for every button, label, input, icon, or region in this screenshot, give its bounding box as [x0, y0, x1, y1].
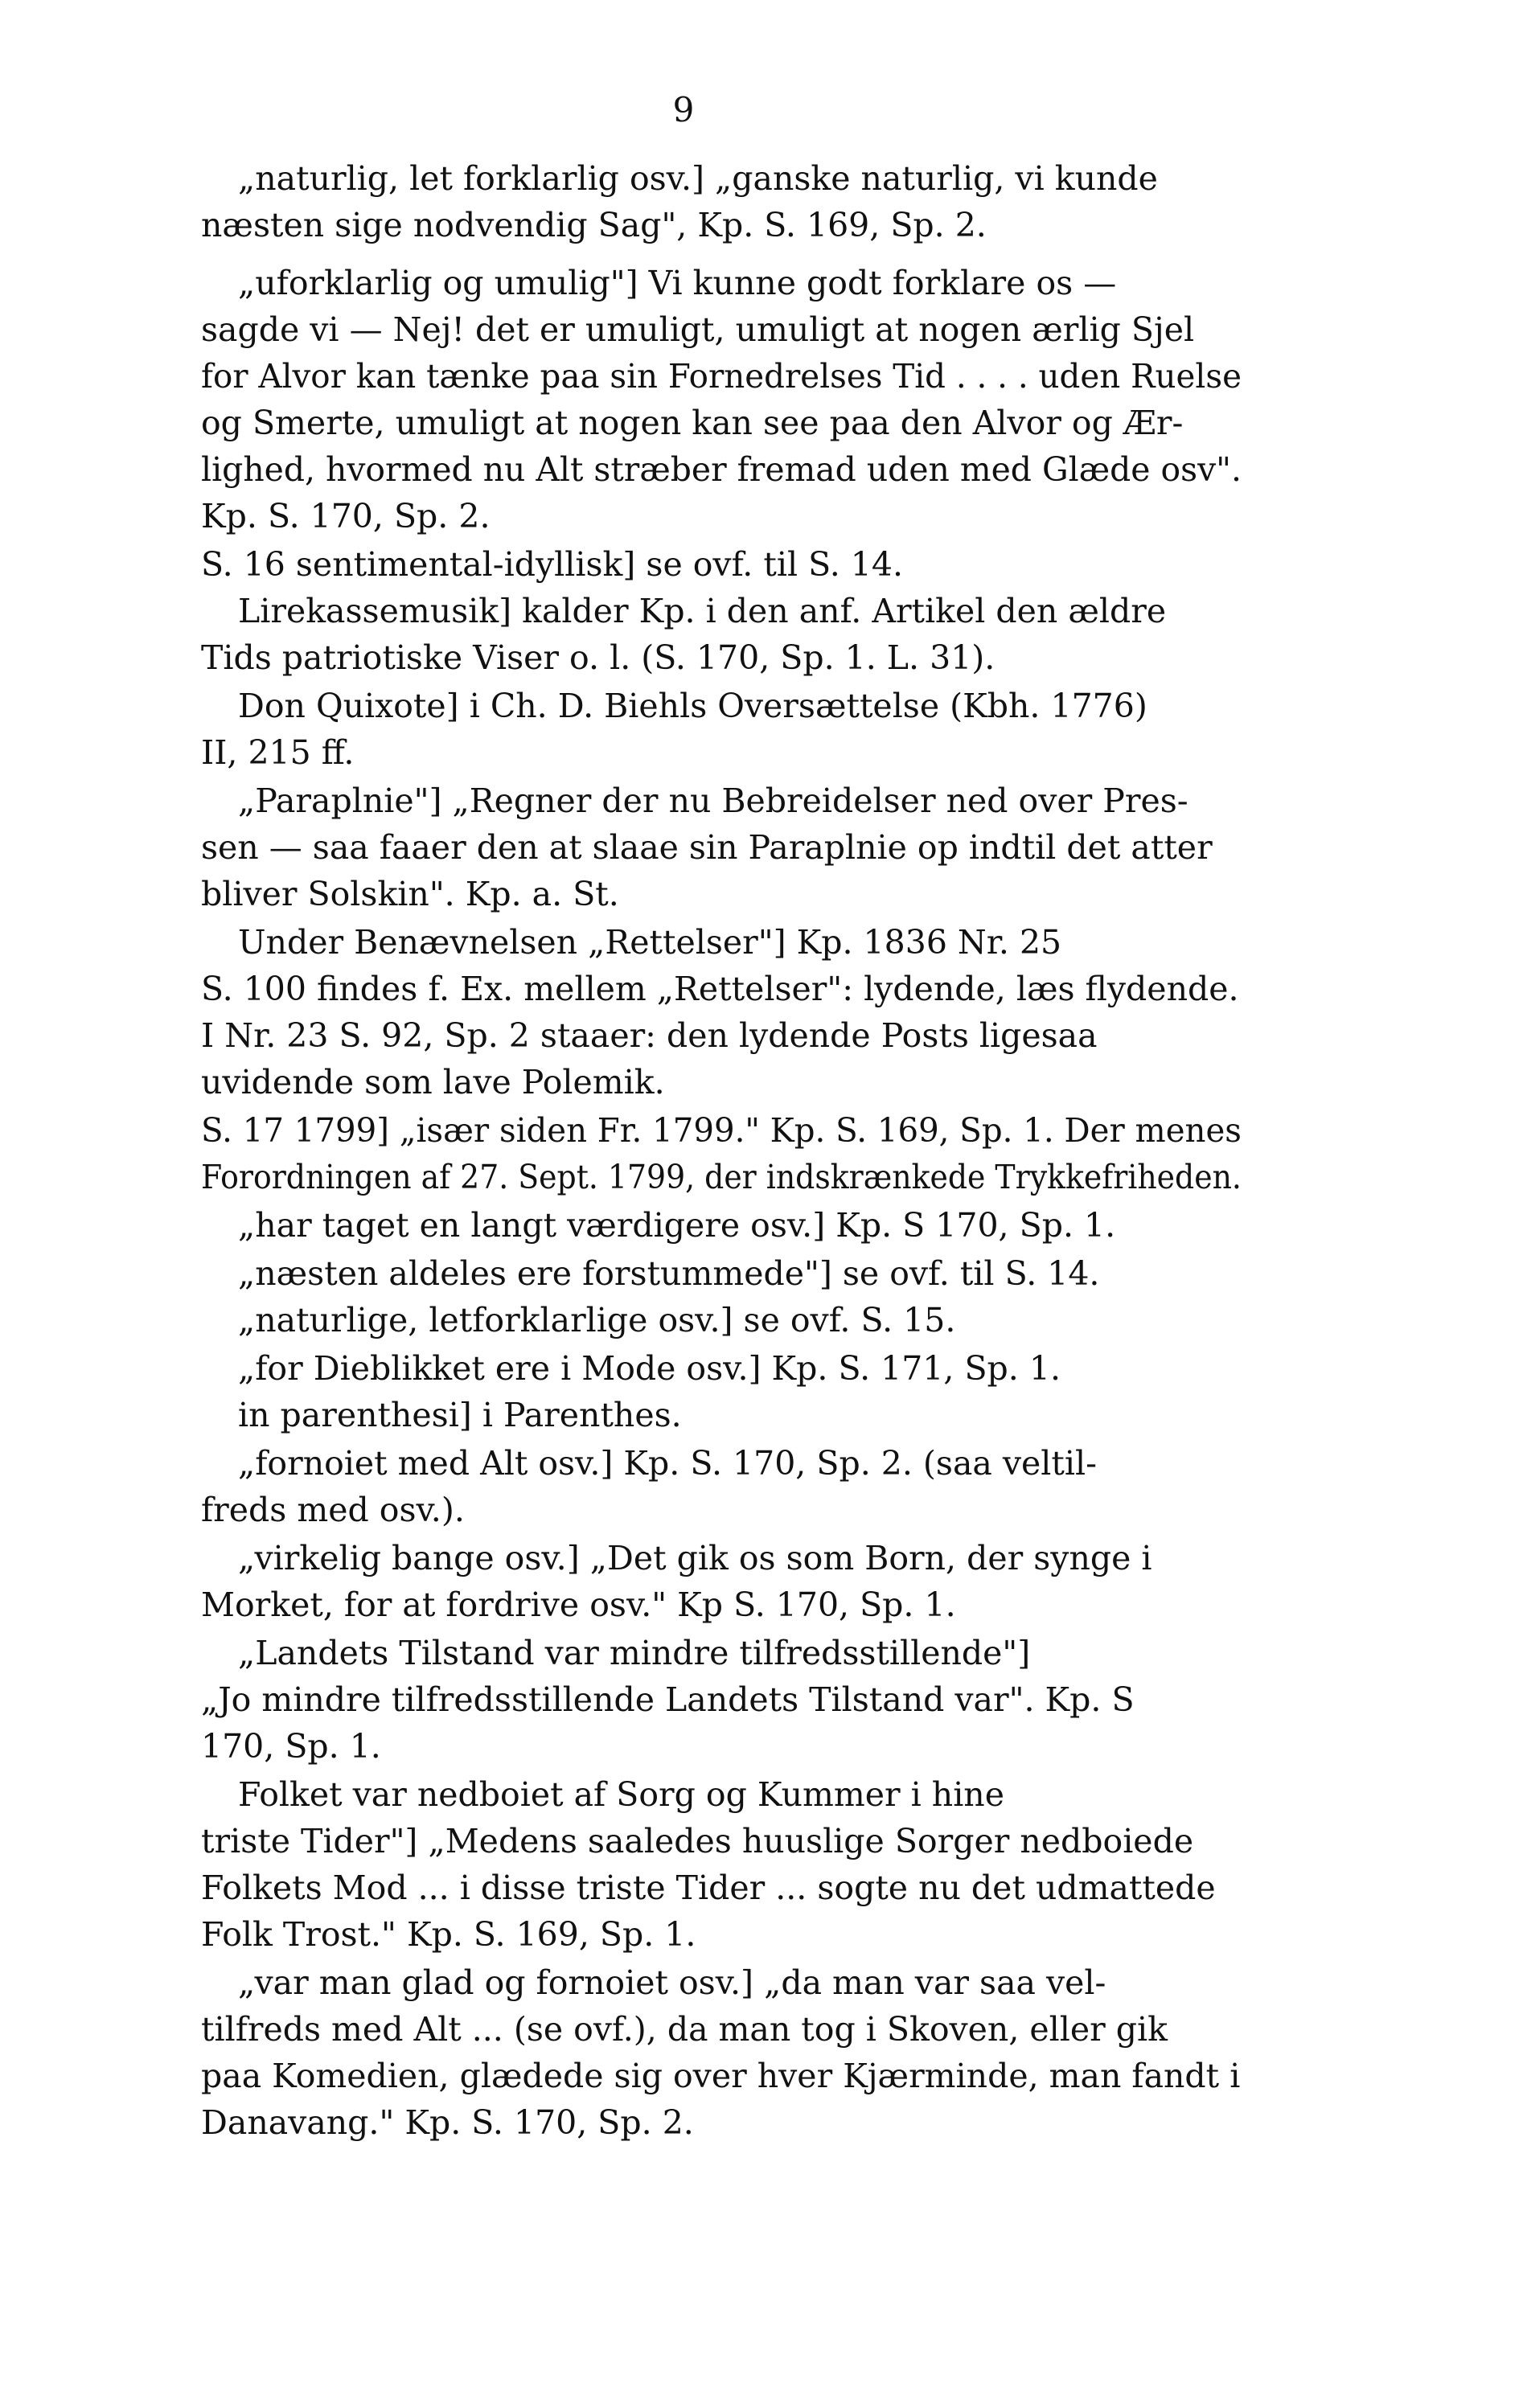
text-line: næsten sige nodvendig Sag", Kp. S. 169, Sp. 2.	[201, 206, 987, 244]
text-line: paa Komedien, glædede sig over hver Kjærminde, man fandt i	[201, 2057, 1241, 2095]
text-line: S. 100 findes f. Ex. mellem „Rettelser": lydende, læs flydende.	[201, 970, 1239, 1008]
text-line: Kp. S. 170, Sp. 2.	[201, 497, 491, 535]
text-line: „var man glad og fornoiet osv.] „da man var saa vel-	[238, 1963, 1106, 2002]
text-line: sen — saa faaer den at slaae sin Paraplnie op indtil det atter	[201, 828, 1213, 867]
text-line: Danavang." Kp. S. 170, Sp. 2.	[201, 2103, 694, 2142]
text-line: „naturlige, letforklarlige osv.] se ovf. S. 15.	[238, 1301, 956, 1339]
text-line: „Landets Tilstand var mindre tilfredsstillende"]	[238, 1634, 1031, 1672]
text-line: „for Dieblikket ere i Mode osv.] Kp. S. 171, Sp. 1.	[238, 1349, 1061, 1388]
text-line: 170, Sp. 1.	[201, 1727, 381, 1766]
text-line: „fornoiet med Alt osv.] Kp. S. 170, Sp. 2. (saa veltil-	[238, 1444, 1097, 1483]
text-line: lighed, hvormed nu Alt stræber fremad uden med Glæde osv".	[201, 450, 1242, 489]
text-line: „Jo mindre tilfredsstillende Landets Tilstand var". Kp. S	[201, 1680, 1135, 1719]
text-line: I Nr. 23 S. 92, Sp. 2 staaer: den lydende Posts ligesaa	[201, 1016, 1098, 1055]
text-line: og Smerte, umuligt at nogen kan see paa den Alvor og Ær-	[201, 404, 1184, 442]
text-line: bliver Solskin". Kp. a. St.	[201, 875, 619, 913]
text-line: Morket, for at fordrive osv." Kp S. 170, Sp. 1.	[201, 1586, 956, 1624]
text-line: Tids patriotiske Viser o. l. (S. 170, Sp. 1. L. 31).	[201, 638, 995, 677]
text-line: Lirekassemusik] kalder Kp. i den anf. Artikel den ældre	[238, 592, 1167, 630]
text-line: Folk Trost." Kp. S. 169, Sp. 1.	[201, 1915, 696, 1954]
text-line: „næsten aldeles ere forstummede"] se ovf. til S. 14.	[238, 1254, 1100, 1293]
text-line: „virkelig bange osv.] „Det gik os som Born, der synge i	[238, 1539, 1152, 1577]
text-line: Forordningen af 27. Sept. 1799, der indskrænkede Trykkefriheden.	[201, 1158, 1242, 1196]
text-line: „Paraplnie"] „Regner der nu Bebreidelser ned over Pres-	[238, 781, 1188, 820]
text-line: S. 17 1799] „især siden Fr. 1799." Kp. S. 169, Sp. 1. Der menes	[201, 1111, 1242, 1150]
text-line: sagde vi — Nej! det er umuligt, umuligt at nogen ærlig Sjel	[201, 310, 1195, 349]
text-line: Under Benævnelsen „Rettelser"] Kp. 1836 Nr. 25	[238, 923, 1062, 962]
text-line: freds med osv.).	[201, 1491, 465, 1529]
text-line: S. 16 sentimental-idyllisk] se ovf. til S. 14.	[201, 545, 903, 584]
text-line: Don Quixote] i Ch. D. Biehls Oversættelse (Kbh. 1776)	[238, 687, 1147, 725]
text-line: Folkets Mod ... i disse triste Tider ... sogte nu det udmattede	[201, 1869, 1216, 1907]
page-number: 9	[672, 90, 695, 129]
text-line: triste Tider"] „Medens saaledes huuslige Sorger nedboiede	[201, 1822, 1194, 1860]
text-line: „uforklarlig og umulig"] Vi kunne godt forklare os —	[238, 264, 1117, 302]
text-line: tilfreds med Alt ... (se ovf.), da man tog i Skoven, eller gik	[201, 2010, 1168, 2049]
text-line: Folket var nedboiet af Sorg og Kummer i hine	[238, 1775, 1004, 1814]
text-line: for Alvor kan tænke paa sin Fornedrelses Tid . . . . uden Ruelse	[201, 357, 1242, 396]
text-line: „naturlig, let forklarlig osv.] „ganske naturlig, vi kunde	[238, 159, 1158, 198]
text-line: in parenthesi] i Parenthes.	[238, 1396, 682, 1434]
text-line: uvidende som lave Polemik.	[201, 1063, 665, 1101]
text-line: „har taget en langt værdigere osv.] Kp. S 170, Sp. 1.	[238, 1206, 1116, 1245]
text-line: II, 215 ff.	[201, 733, 355, 772]
